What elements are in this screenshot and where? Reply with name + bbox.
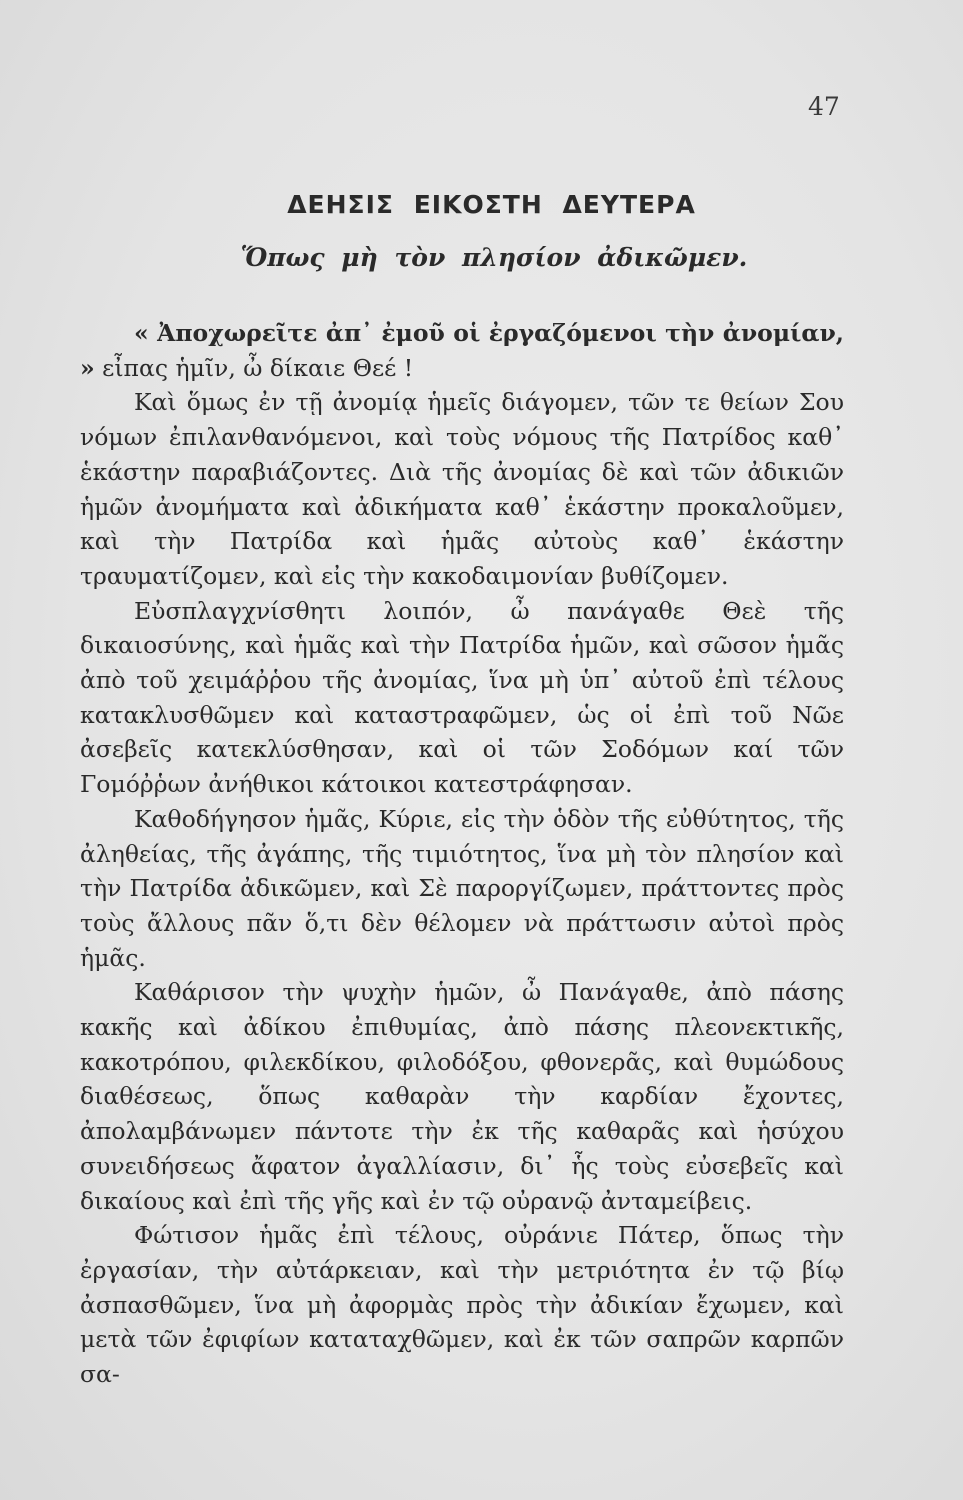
paragraph-2: Καὶ ὅμως ἐν τῇ ἀνομίᾳ ἡμεῖς διάγομεν, τῶν τε θείων Σου νόμων ἐπιλανθανόμενοι, καὶ τοὺς νόμους τῆς Πατρίδος καθ᾽ ἑκάστην παραβιάζοντες. Διὰ τῆς ἀνομίας δὲ καὶ τῶν ἀδικιῶν ἡμῶν ἀνομήματα καὶ ἀδικήματα καθ᾽ ἑκάστην προκαλοῦμεν, καὶ τὴν Πατρίδα καὶ ἡμᾶς αὐτοὺς καθ᾽ ἑκάστην τραυματίζομεν, καὶ εἰς τὴν κακοδαιμονίαν βυθίζομεν. <box>80 388 844 590</box>
paragraph-1-rest: εἶπας ἡμῖν, ὦ δίκαιε Θεέ ! <box>94 353 414 382</box>
paragraph-6: Φώτισον ἡμᾶς ἐπὶ τέλους, οὐράνιε Πάτερ, ὅπως τὴν ἐργασίαν, τὴν αὐτάρκειαν, καὶ τὴν μετριότητα ἐν τῷ βίῳ ἀσπασθῶμεν, ἵνα μὴ ἀφορμὰς πρὸς τὴν ἀδικίαν ἔχωμεν, καὶ μετὰ τῶν ἐφιφίων καταταχθῶμεν, καὶ ἐκ τῶν σαπρῶν καρπῶν σα- <box>80 1221 844 1389</box>
prayer-title: ΔΕΗΣΙΣ ΕΙΚΟΣΤΗ ΔΕΥΤΕΡΑ <box>287 190 696 219</box>
page-number: 47 <box>808 92 840 121</box>
prayer-body <box>80 316 844 1392</box>
paragraph-3: Εὐσπλαγχνίσθητι λοιπόν, ὦ πανάγαθε Θεὲ τῆς δικαιοσύνης, καὶ ἡμᾶς καὶ τὴν Πατρίδα ἡμῶν, καὶ σῶσον ἡμᾶς ἀπὸ τοῦ χειμάῤῥου τῆς ἀνομίας, ἵνα μὴ ὑπ᾽ αὐτοῦ ἐπὶ τέλους κατακλυσθῶμεν καὶ καταστραφῶμεν, ὡς οἱ ἐπὶ τοῦ Νῶε ἀσεβεῖς κατεκλύσθησαν, καὶ οἱ τῶν Σοδόμων καί τῶν Γομόῤῥων ἀνήθικοι κάτοικοι κατεστράφησαν. <box>80 596 844 799</box>
prayer-subtitle: Ὅπως μὴ τὸν πλησίον ἀδικῶμεν. <box>240 243 748 272</box>
paragraph-5: Καθάρισον τὴν ψυχὴν ἡμῶν, ὦ Πανάγαθε, ἀπὸ πάσης κακῆς καὶ ἀδίκου ἐπιθυμίας, ἀπὸ πάσης πλεονεκτικῆς, κακοτρόπου, φιλεκδίκου, φιλοδόξου, φθονερᾶς, καὶ θυμώδους διαθέσεως, ὅπως καθαρὰν τὴν καρδίαν ἔχοντες, ἀπολαμβάνωμεν πάντοτε τὴν ἐκ τῆς καθαρᾶς καὶ ἡσύχου συνειδήσεως ἄφατον ἀγαλλίασιν, δι᾽ ἧς τοὺς εὐσεβεῖς καὶ δικαίους καὶ ἐπὶ τῆς γῆς καὶ ἐν τῷ οὐρανῷ ἀνταμείβεις. <box>80 978 844 1215</box>
paragraph-4: Καθοδήγησον ἡμᾶς, Κύριε, εἰς τὴν ὁδὸν τῆς εὐθύτητος, τῆς ἀληθείας, τῆς ἀγάπης, τῆς τιμιότητος, ἵνα μὴ τὸν πλησίον καὶ τὴν Πατρίδα ἀδικῶμεν, καὶ Σὲ παροργίζωμεν, πράττοντες πρὸς τοὺς ἄλλους πᾶν ὅ,τι δὲν θέλομεν νὰ πράττωσιν αὐτοὶ πρὸς ἡμᾶς. <box>80 804 844 972</box>
scripture-quote: « Ἀποχωρεῖτε ἀπ᾽ ἐμοῦ οἱ ἐργαζόμενοι τὴν ἀνομίαν, » <box>80 319 844 382</box>
paragraph-1 <box>80 316 844 385</box>
